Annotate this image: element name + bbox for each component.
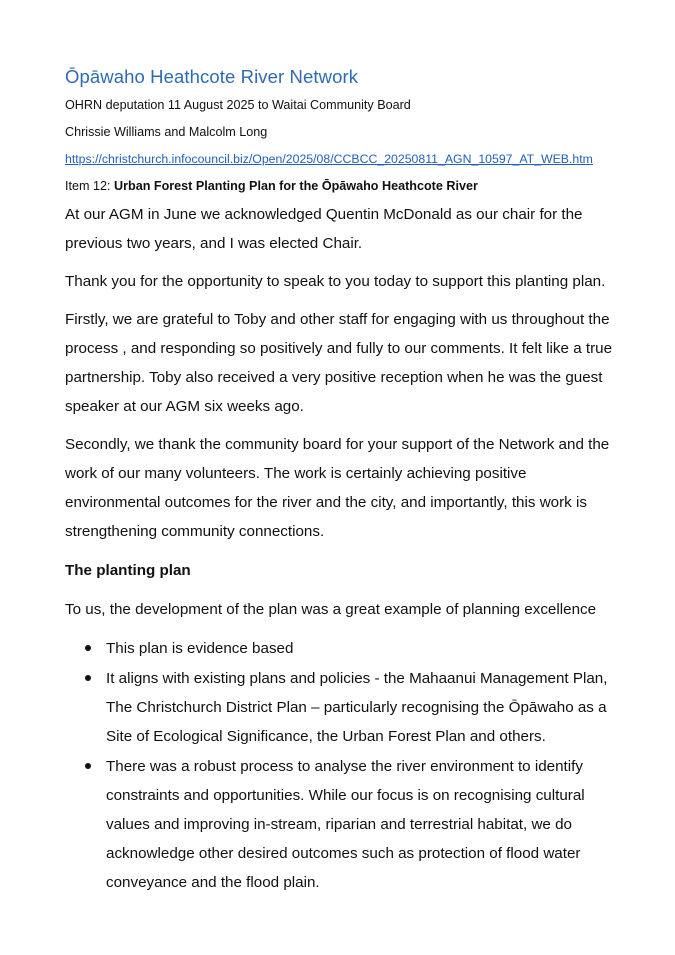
bullet-text: This plan is evidence based — [106, 640, 294, 657]
deputation-line: OHRN deputation 11 August 2025 to Waitai Community Board — [65, 98, 411, 112]
paragraph-agm: At our AGM in June we acknowledged Quentin McDonald as our chair for the previous two years, and I was elected Chair. — [65, 206, 583, 252]
list-item — [65, 752, 625, 897]
bullet-icon — [85, 675, 91, 681]
paragraph-thanks: Thank you for the opportunity to speak to you today to support this planting plan. — [65, 273, 606, 290]
item-prefix: Item 12: — [65, 179, 114, 193]
paragraph-staff: Firstly, we are grateful to Toby and other staff for engaging with us throughout the process , and responding so positively and fully to our comments. It felt like a true partnership. Toby also received a very positive reception when he was the guest speaker at our AGM six weeks ago. — [65, 311, 613, 415]
item-line — [65, 179, 478, 193]
paragraph-planning-excellence: To us, the development of the plan was a great example of planning excellence — [65, 601, 597, 618]
list-item — [65, 664, 625, 751]
bullet-text: It aligns with existing plans and policies - the Mahaanui Management Plan, The Christchurch District Plan – particularly recognising the Ōpāwaho as a Site of Ecological Significance, the Urban Forest Plan and others. — [106, 670, 608, 745]
presenters-line: Chrissie Williams and Malcolm Long — [65, 125, 268, 139]
paragraph-community-board: Secondly, we thank the community board for your support of the Network and the work of our many volunteers. The work is certainly achieving positive environmental outcomes for the river and the city, and importantly, this work is strengthening community connections. — [65, 436, 610, 540]
bullet-list — [65, 634, 625, 898]
bullet-icon — [85, 763, 91, 769]
item-title: Urban Forest Planting Plan for the Ōpāwaho Heathcote River — [114, 179, 478, 193]
agenda-link-row — [65, 152, 593, 166]
list-item — [65, 634, 625, 663]
bullet-icon — [85, 645, 91, 651]
document-title: Ōpāwaho Heathcote River Network — [65, 66, 359, 87]
section-heading-planting-plan: The planting plan — [65, 562, 191, 579]
bullet-text: There was a robust process to analyse the river environment to identify constraints and opportunities. While our focus is on recognising cultural values and improving in-stream, riparian and terrestrial habitat, we do acknowledge other desired outcomes such as protection of flood water conveyance and the flood plain. — [106, 758, 585, 891]
agenda-link[interactable]: https://christchurch.infocouncil.biz/Open/2025/08/CCBCC_20250811_AGN_10597_AT_WEB.htm — [65, 152, 593, 166]
